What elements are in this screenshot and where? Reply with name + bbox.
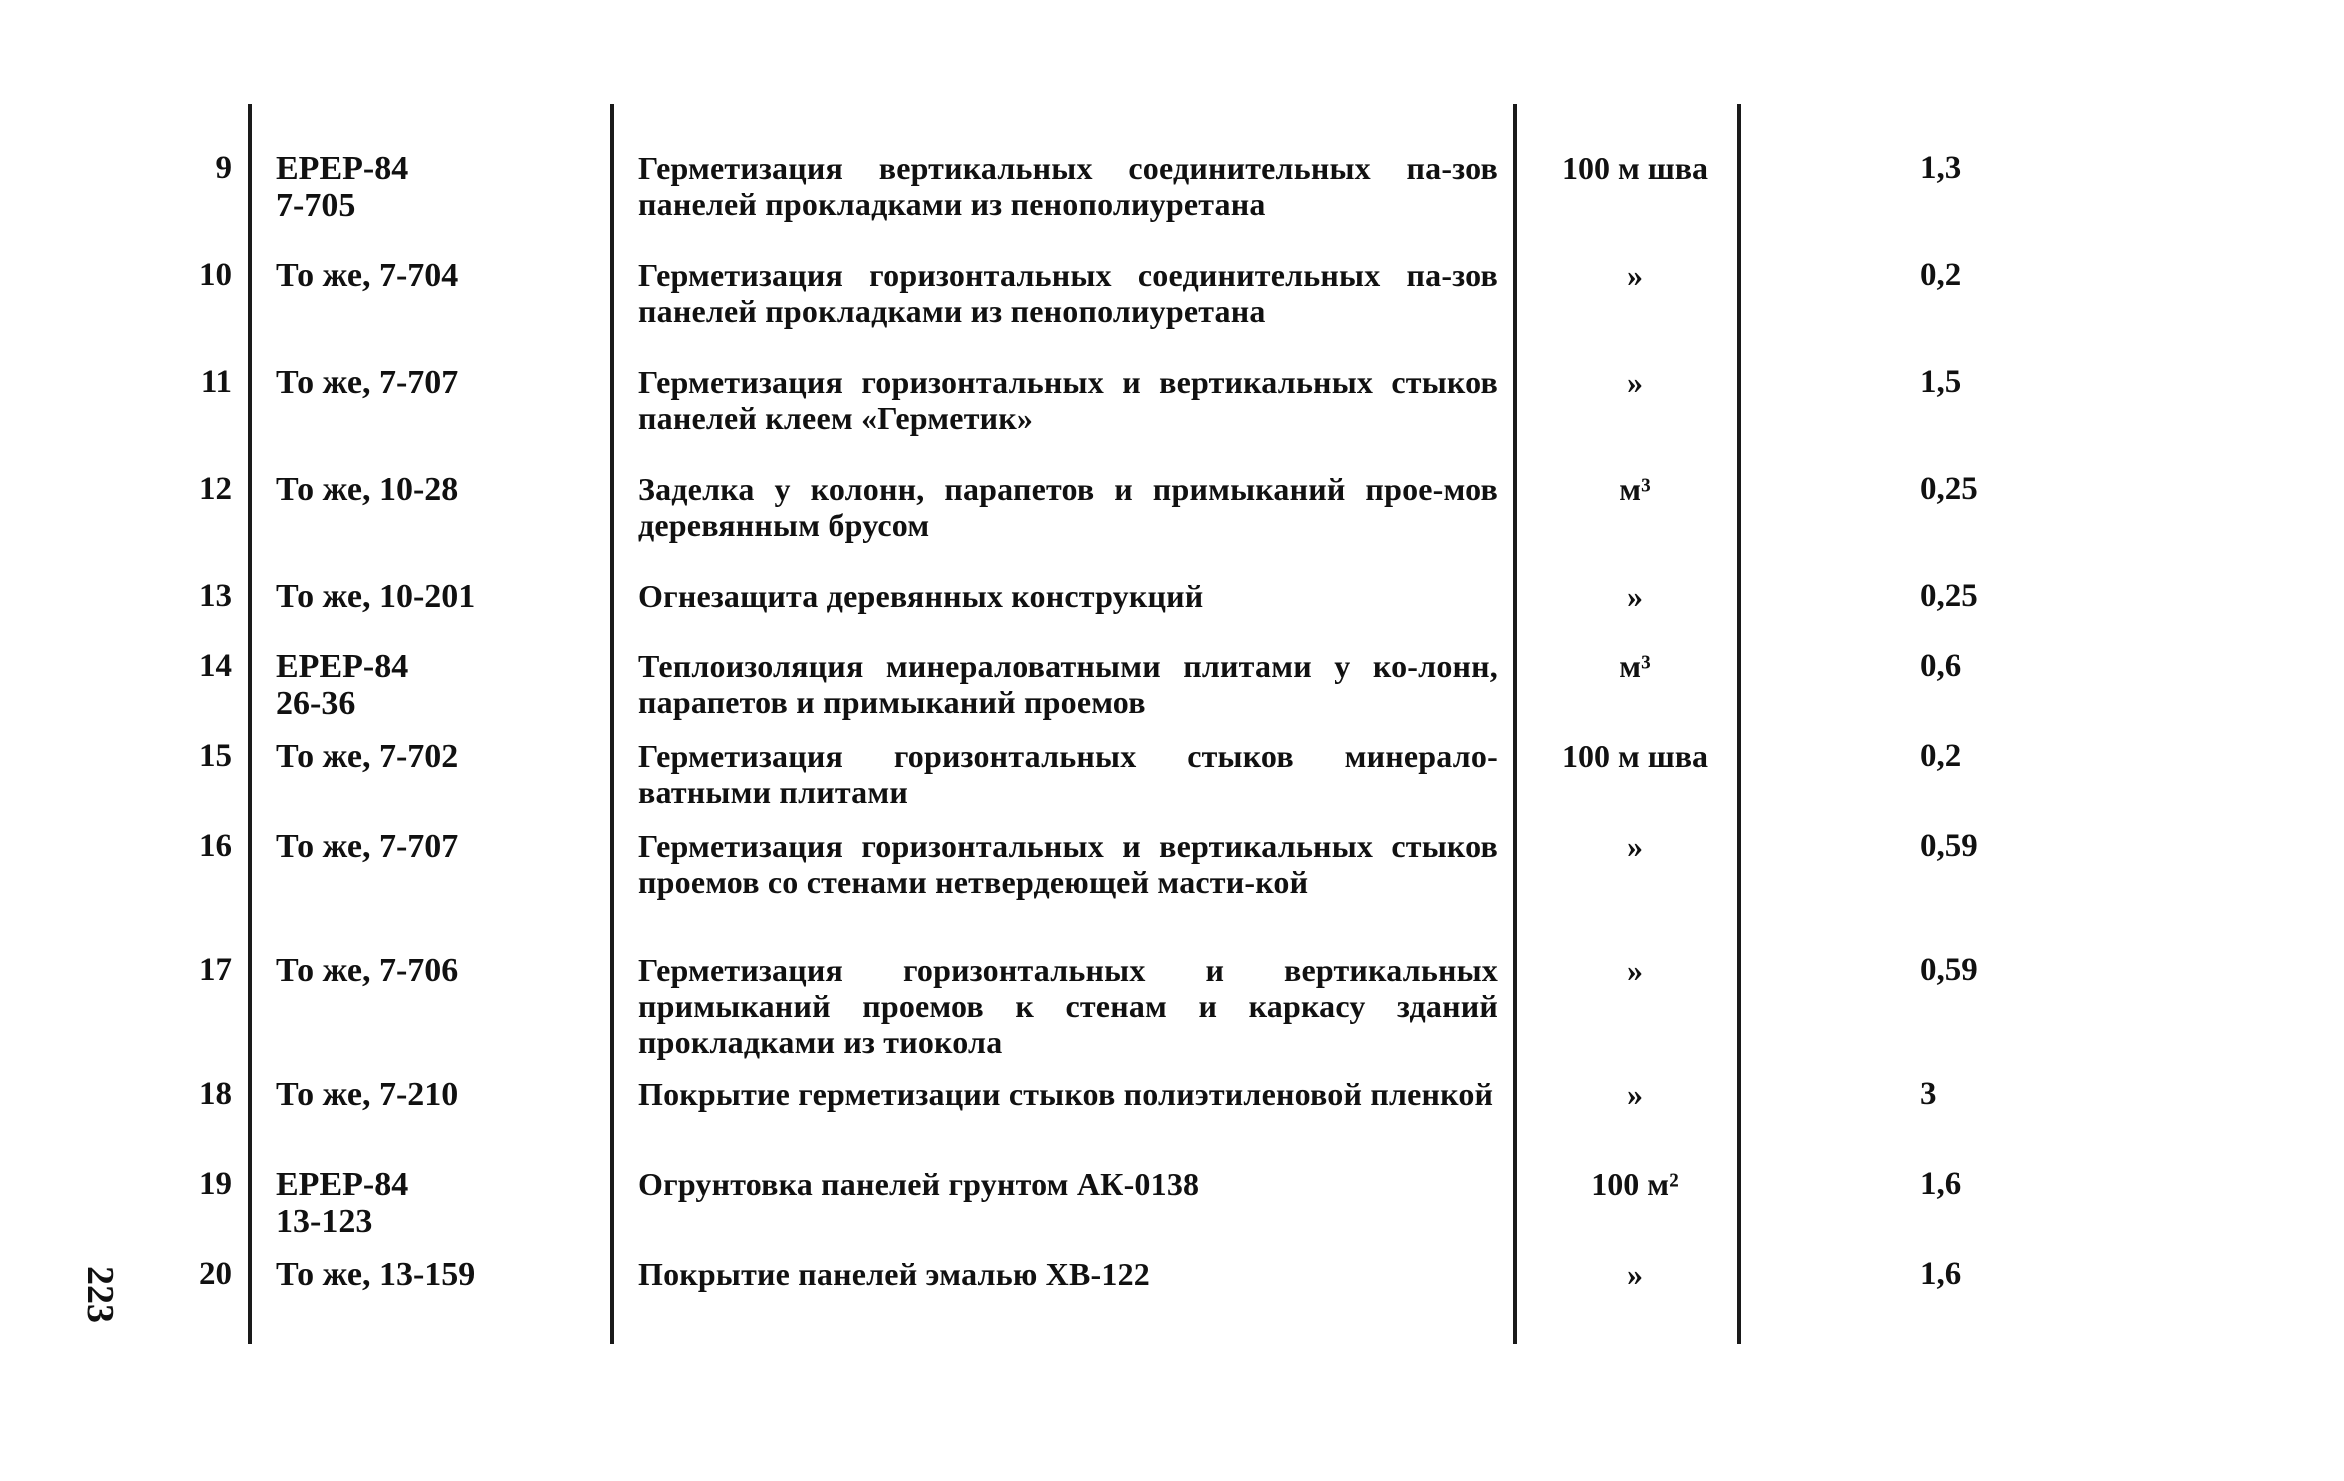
quantity: 0,2 [1920,738,1962,774]
rate-code: То же, 7-210 [276,1076,459,1113]
row-number: 15 [199,738,232,774]
row-number: 11 [200,364,232,400]
work-description: Покрытие панелей эмалью ХВ-122 [638,1256,1150,1292]
rate-code: То же, 10-28 [276,471,459,508]
measure-unit: » [1627,1076,1643,1112]
work-description: Огрунтовка панелей грунтом АК-0138 [638,1166,1200,1202]
work-description: Герметизация горизонтальных и вертикальных стыков проемов со стенами нетвердеющей масти-кой [638,828,1498,900]
row-number: 17 [199,952,232,988]
quantity: 0,25 [1920,578,1978,614]
column-divider [1513,104,1517,1344]
quantity: 0,59 [1920,828,1978,864]
quantity: 3 [1920,1076,1937,1112]
row-number: 10 [199,257,232,293]
rate-code: То же, 7-706 [276,952,459,989]
work-description: Герметизация горизонтальных стыков минерало-ватными плитами [638,738,1498,810]
quantity: 1,6 [1920,1256,1962,1292]
quantity: 0,6 [1920,648,1962,684]
work-description: Герметизация горизонтальных соединительных па-зов панелей прокладками из пенополиуретана [638,257,1498,329]
rate-code: ЕРЕР-84 7-705 [276,150,409,224]
measure-unit: » [1627,364,1643,400]
measure-unit: м³ [1619,648,1651,684]
row-number: 12 [199,471,232,507]
row-number: 16 [199,828,232,864]
row-number: 20 [199,1256,232,1292]
measure-unit: 100 м² [1591,1166,1679,1202]
row-number: 14 [199,648,232,684]
quantity: 0,2 [1920,257,1962,293]
measure-unit: 100 м шва [1561,150,1709,186]
measure-unit: » [1627,1256,1643,1292]
rate-code: То же, 7-707 [276,828,459,865]
quantity: 0,59 [1920,952,1978,988]
measure-unit: » [1627,578,1643,614]
column-divider [610,104,614,1344]
quantity: 1,3 [1920,150,1962,186]
work-description: Герметизация горизонтальных и вертикальных стыков панелей клеем «Герметик» [638,364,1498,436]
measure-unit: » [1627,952,1643,988]
row-number: 13 [199,578,232,614]
rate-code: То же, 10-201 [276,578,476,615]
measure-unit: » [1627,257,1643,293]
quantity: 1,6 [1920,1166,1962,1202]
row-number: 18 [199,1076,232,1112]
measure-unit: 100 м шва [1561,738,1709,774]
rate-code: То же, 13-159 [276,1256,476,1293]
work-description: Герметизация горизонтальных и вертикальных примыканий проемов к стенам и каркасу зданий прокладками из тиокола [638,952,1498,1060]
work-description: Герметизация вертикальных соединительных па-зов панелей прокладками из пенополиуретана [638,150,1498,222]
measure-unit: м³ [1619,471,1651,507]
row-number: 19 [199,1166,232,1202]
work-description: Огнезащита деревянных конструкций [638,578,1204,614]
rate-code: То же, 7-702 [276,738,459,775]
row-number: 9 [215,150,232,186]
quantity: 1,5 [1920,364,1962,400]
work-description: Заделка у колонн, парапетов и примыканий прое-мов деревянным брусом [638,471,1498,543]
page-number: 223 [79,1266,121,1323]
rate-code: ЕРЕР-84 26-36 [276,648,409,722]
measure-unit: » [1627,828,1643,864]
rate-code: То же, 7-704 [276,257,459,294]
rate-code: То же, 7-707 [276,364,459,401]
rate-code: ЕРЕР-84 13-123 [276,1166,409,1240]
work-description: Покрытие герметизации стыков полиэтиленовой пленкой [638,1076,1494,1112]
quantity: 0,25 [1920,471,1978,507]
column-divider [248,104,252,1344]
work-description: Теплоизоляция минераловатными плитами у ко-лонн, парапетов и примыканий проемов [638,648,1498,720]
